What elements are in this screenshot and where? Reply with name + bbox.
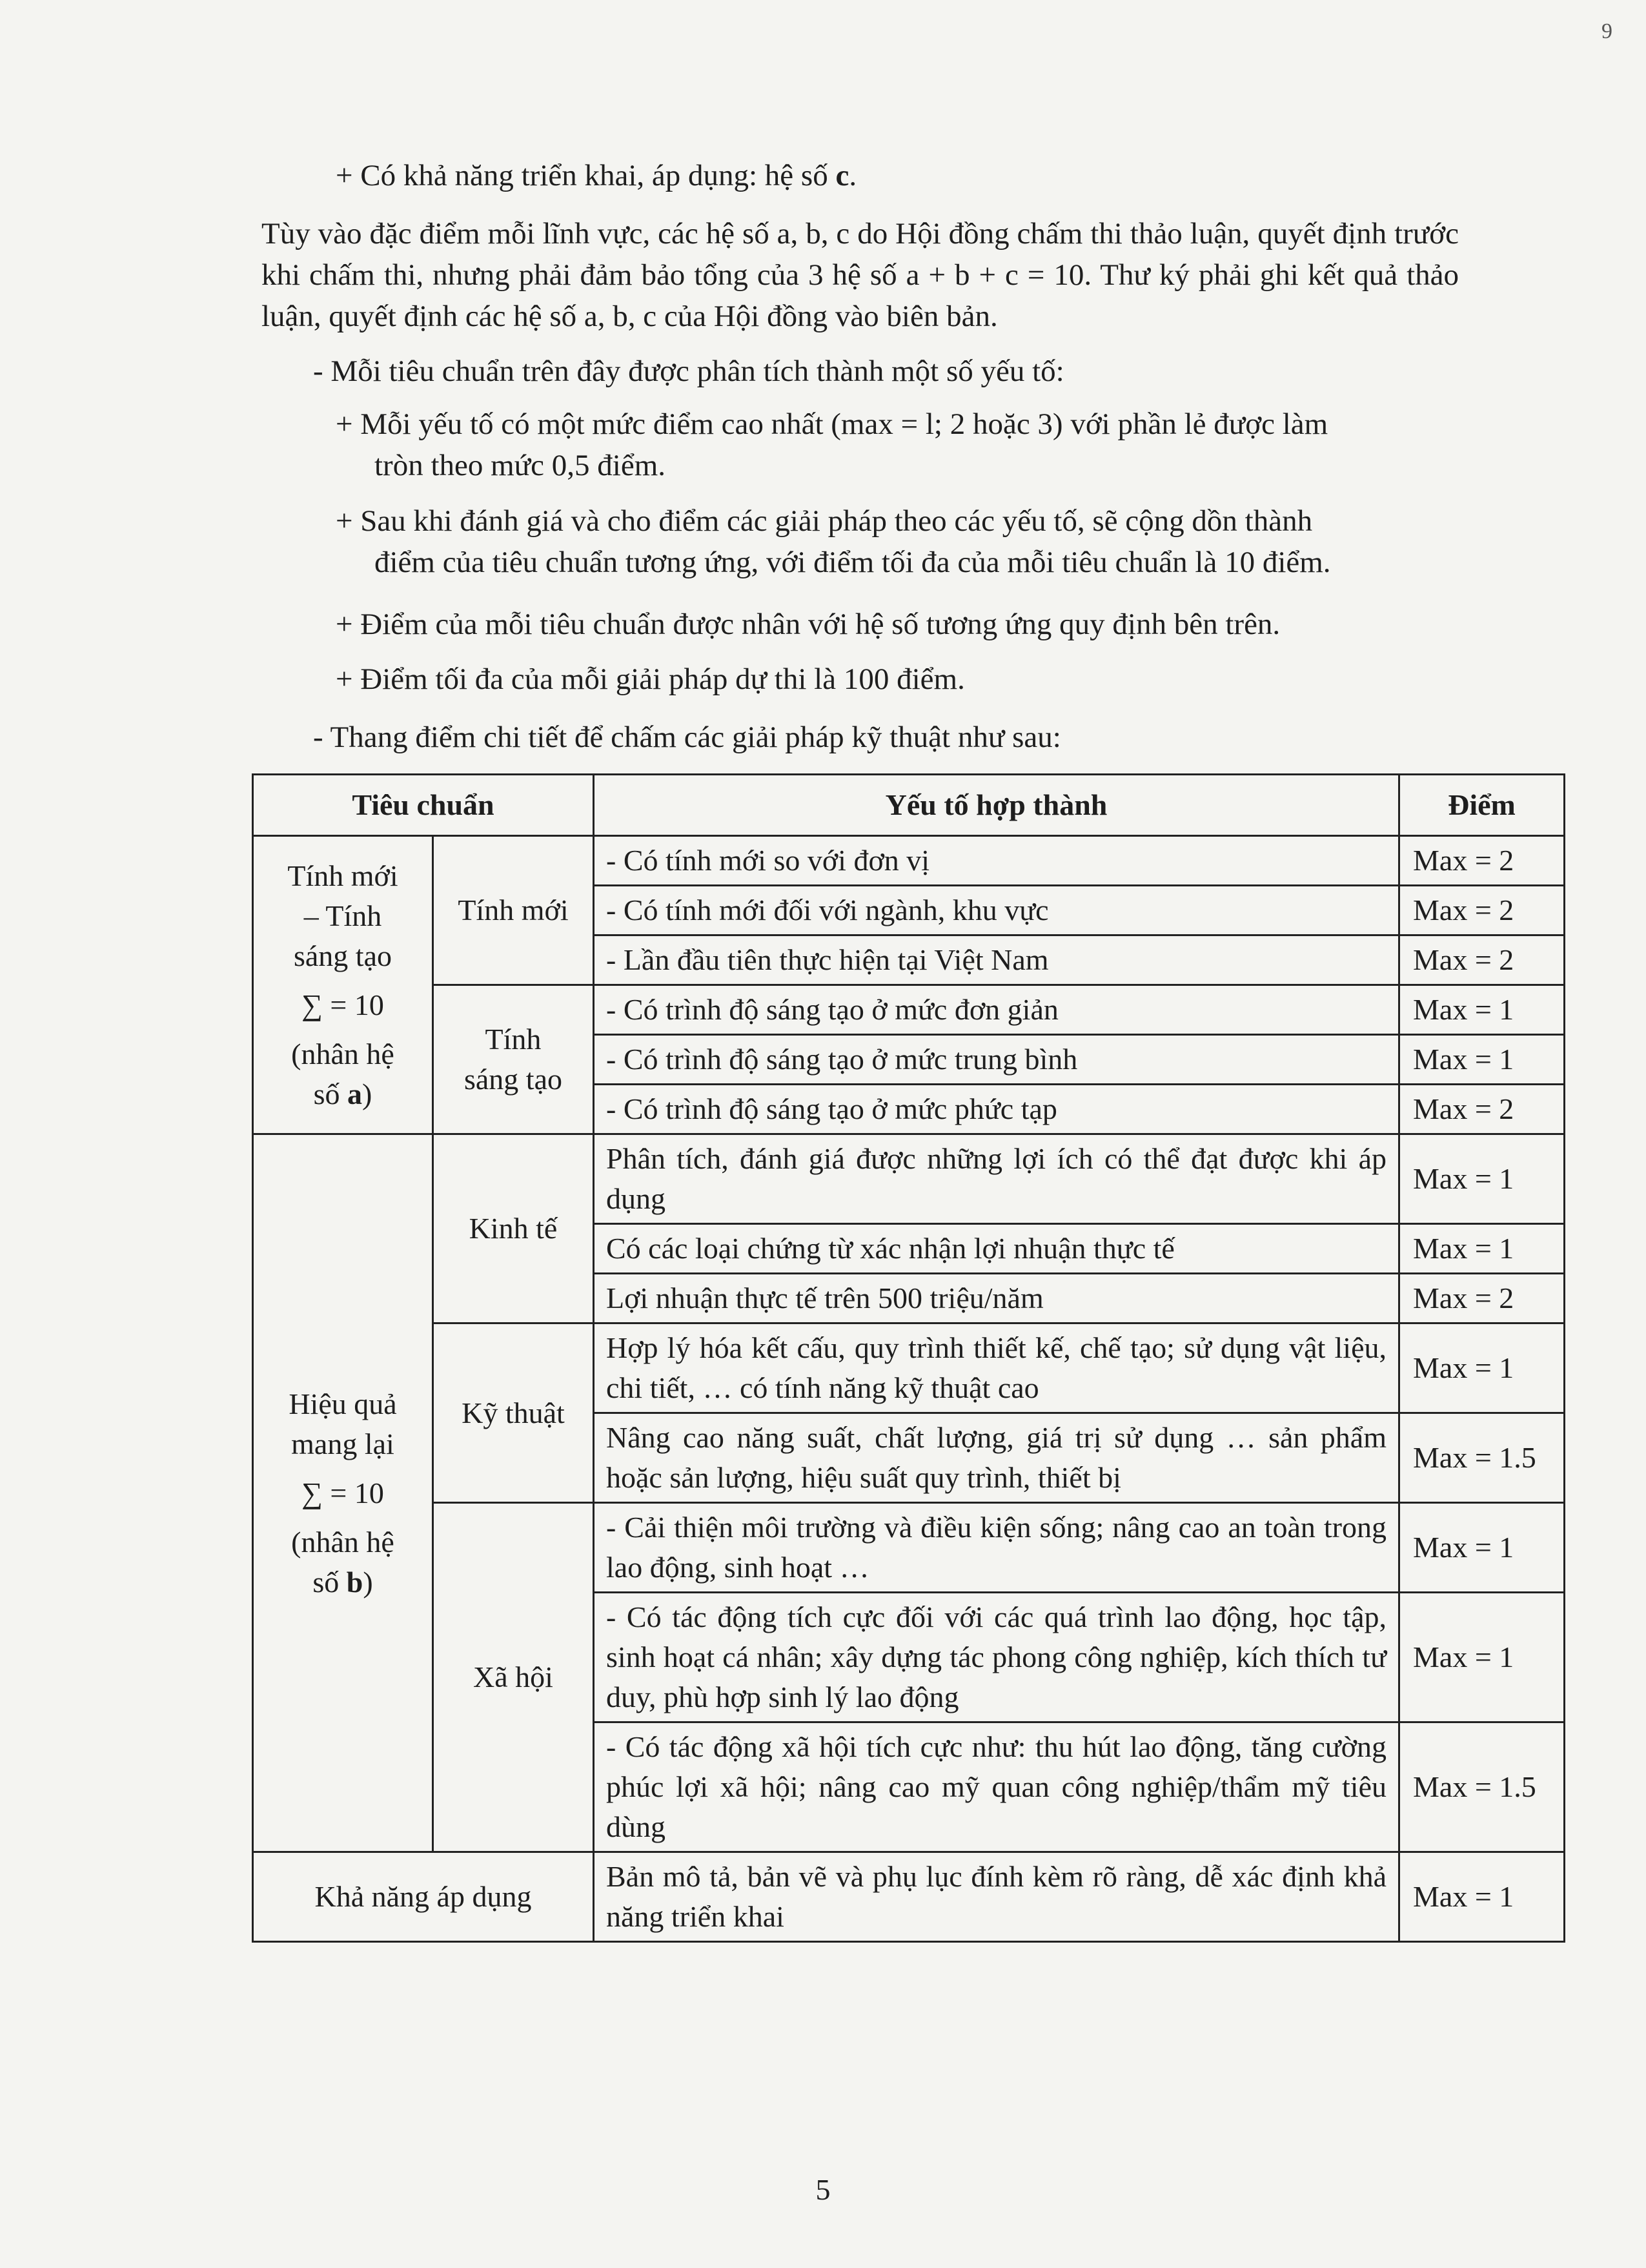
- element-item: - Có trình độ sáng tạo ở mức đơn giản: [594, 985, 1399, 1035]
- table-row: [253, 836, 1565, 886]
- std-coef-line: [265, 1562, 420, 1602]
- plus-item-3: + Điểm của mỗi tiêu chuẩn được nhân với hệ số tương ứng quy định bên trên.: [336, 608, 1281, 641]
- std-coef-line: [265, 1074, 420, 1114]
- std-line: sáng tạo: [293, 939, 392, 972]
- table-header-row: [253, 775, 1565, 836]
- sub-economic: Kinh tế: [433, 1134, 594, 1323]
- element-points: Max = 2: [1399, 1274, 1565, 1323]
- standard-applicability: Khả năng áp dụng: [253, 1852, 594, 1942]
- element-item: Phân tích, đánh giá được những lợi ích có thể đạt được khi áp dụng: [594, 1134, 1399, 1224]
- element-points: Max = 1.5: [1399, 1413, 1565, 1503]
- sub-creativity: [433, 985, 594, 1134]
- plus-2-line2: điểm của tiêu chuẩn tương ứng, với điểm tối đa của mỗi tiêu chuẩn là 10 điểm.: [374, 546, 1331, 579]
- element-item: Hợp lý hóa kết cấu, quy trình thiết kế, chế tạo; sử dụng vật liệu, chi tiết, … có tính năng kỹ thuật cao: [594, 1323, 1399, 1413]
- element-item: - Có tính mới đối với ngành, khu vực: [594, 886, 1399, 935]
- bullet-c-suffix: .: [849, 159, 857, 192]
- element-item: Có các loại chứng từ xác nhận lợi nhuận thực tế: [594, 1224, 1399, 1274]
- std-line: (nhân hệ: [291, 1037, 394, 1070]
- std-line: Hiệu quả: [289, 1387, 397, 1420]
- header-elements: Yếu tố hợp thành: [594, 775, 1399, 836]
- table-row: [253, 1852, 1565, 1942]
- element-points: Max = 1: [1399, 1852, 1565, 1942]
- std-coef-pre: số: [313, 1077, 348, 1110]
- plus-item-2: [336, 500, 1472, 583]
- element-item: Bản mô tả, bản vẽ và phụ lục đính kèm rõ ràng, dễ xác định khả năng triển khai: [594, 1852, 1399, 1942]
- standard-effectiveness: [253, 1134, 433, 1852]
- sub-novelty: Tính mới: [433, 836, 594, 985]
- element-points: Max = 2: [1399, 886, 1565, 935]
- dash-item-1: - Mỗi tiêu chuẩn trên đây được phân tích thành một số yếu tố:: [313, 354, 1064, 388]
- element-points: Max = 1: [1399, 1593, 1565, 1722]
- page-number: 5: [815, 2173, 831, 2206]
- element-points: Max = 2: [1399, 836, 1565, 886]
- element-points: Max = 1: [1399, 1503, 1565, 1593]
- plus-1-line1: + Mỗi yếu tố có một mức điểm cao nhất (max = l; 2 hoặc 3) với phần lẻ được làm: [336, 407, 1328, 441]
- plus-item-1: [336, 404, 1472, 486]
- header-standard: Tiêu chuẩn: [253, 775, 594, 836]
- element-item: - Có tính mới so với đơn vị: [594, 836, 1399, 886]
- bullet-coefficient-c: [336, 158, 857, 193]
- bullet-c-prefix: + Có khả năng triển khai, áp dụng: hệ số: [336, 159, 836, 192]
- table-row: [253, 985, 1565, 1035]
- coefficient-paragraph: Tùy vào đặc điểm mỗi lĩnh vực, các hệ số a, b, c do Hội đồng chấm thi thảo luận, quyết định trước khi chấm thi, nhưng phải đảm bảo tổng của 3 hệ số a + b + c = 10. Thư ký phải ghi kết quả thảo luận, quyết định các hệ số a, b, c của Hội đồng vào biên bản.: [261, 217, 1459, 333]
- std-coef-post: ): [362, 1077, 372, 1110]
- element-points: Max = 1: [1399, 1035, 1565, 1085]
- element-points: Max = 1: [1399, 1224, 1565, 1274]
- element-item: - Có trình độ sáng tạo ở mức trung bình: [594, 1035, 1399, 1085]
- table-row: [253, 1503, 1565, 1593]
- std-coef-pre: số: [312, 1565, 347, 1599]
- bullet-c-coef: c: [835, 159, 849, 192]
- element-item: - Có tác động xã hội tích cực như: thu hút lao động, tăng cường phúc lợi xã hội; nâng cao mỹ quan công nghiệp/thẩm mỹ tiêu dùng: [594, 1722, 1399, 1852]
- element-points: Max = 1: [1399, 985, 1565, 1035]
- scoring-table: [252, 773, 1565, 1943]
- std-sum: ∑ = 10: [301, 988, 384, 1021]
- plus-item-4: + Điểm tối đa của mỗi giải pháp dự thi là 100 điểm.: [336, 662, 965, 696]
- element-item: - Cải thiện môi trường và điều kiện sống; nâng cao an toàn trong lao động, sinh hoạt …: [594, 1503, 1399, 1593]
- std-line: – Tính: [303, 899, 382, 932]
- sub-line: Tính: [485, 1023, 542, 1056]
- table-row: [253, 1323, 1565, 1413]
- element-points: Max = 1: [1399, 1323, 1565, 1413]
- element-points: Max = 2: [1399, 935, 1565, 985]
- std-coef: b: [346, 1565, 363, 1599]
- sub-technical: Kỹ thuật: [433, 1323, 594, 1503]
- element-points: Max = 2: [1399, 1085, 1565, 1134]
- sub-social: Xã hội: [433, 1503, 594, 1852]
- element-item: - Có trình độ sáng tạo ở mức phức tạp: [594, 1085, 1399, 1134]
- std-coef-post: ): [363, 1565, 373, 1599]
- table-row: [253, 1134, 1565, 1224]
- sub-line: sáng tạo: [463, 1063, 562, 1096]
- corner-mark: 9: [1601, 19, 1612, 43]
- std-line: mang lại: [291, 1427, 394, 1460]
- std-line: Tính mới: [287, 859, 398, 892]
- std-coef: a: [347, 1077, 363, 1110]
- header-points: Điểm: [1399, 775, 1565, 836]
- element-points: Max = 1.5: [1399, 1722, 1565, 1852]
- dash-item-2: - Thang điểm chi tiết để chấm các giải pháp kỹ thuật như sau:: [313, 720, 1061, 754]
- plus-1-line2: tròn theo mức 0,5 điểm.: [374, 449, 666, 482]
- element-item: Lợi nhuận thực tế trên 500 triệu/năm: [594, 1274, 1399, 1323]
- element-points: Max = 1: [1399, 1134, 1565, 1224]
- std-sum: ∑ = 10: [301, 1476, 384, 1509]
- element-item: - Lần đầu tiên thực hiện tại Việt Nam: [594, 935, 1399, 985]
- std-line: (nhân hệ: [291, 1525, 394, 1558]
- element-item: Nâng cao năng suất, chất lượng, giá trị sử dụng … sản phẩm hoặc sản lượng, hiệu suất quy trình, thiết bị: [594, 1413, 1399, 1503]
- plus-2-line1: + Sau khi đánh giá và cho điểm các giải pháp theo các yếu tố, sẽ cộng dồn thành: [336, 504, 1313, 538]
- standard-novelty: [253, 836, 433, 1134]
- element-item: - Có tác động tích cực đối với các quá trình lao động, học tập, sinh hoạt cá nhân; xây dựng tác phong công nghiệp, kích thích tư duy, phù hợp sinh lý lao động: [594, 1593, 1399, 1722]
